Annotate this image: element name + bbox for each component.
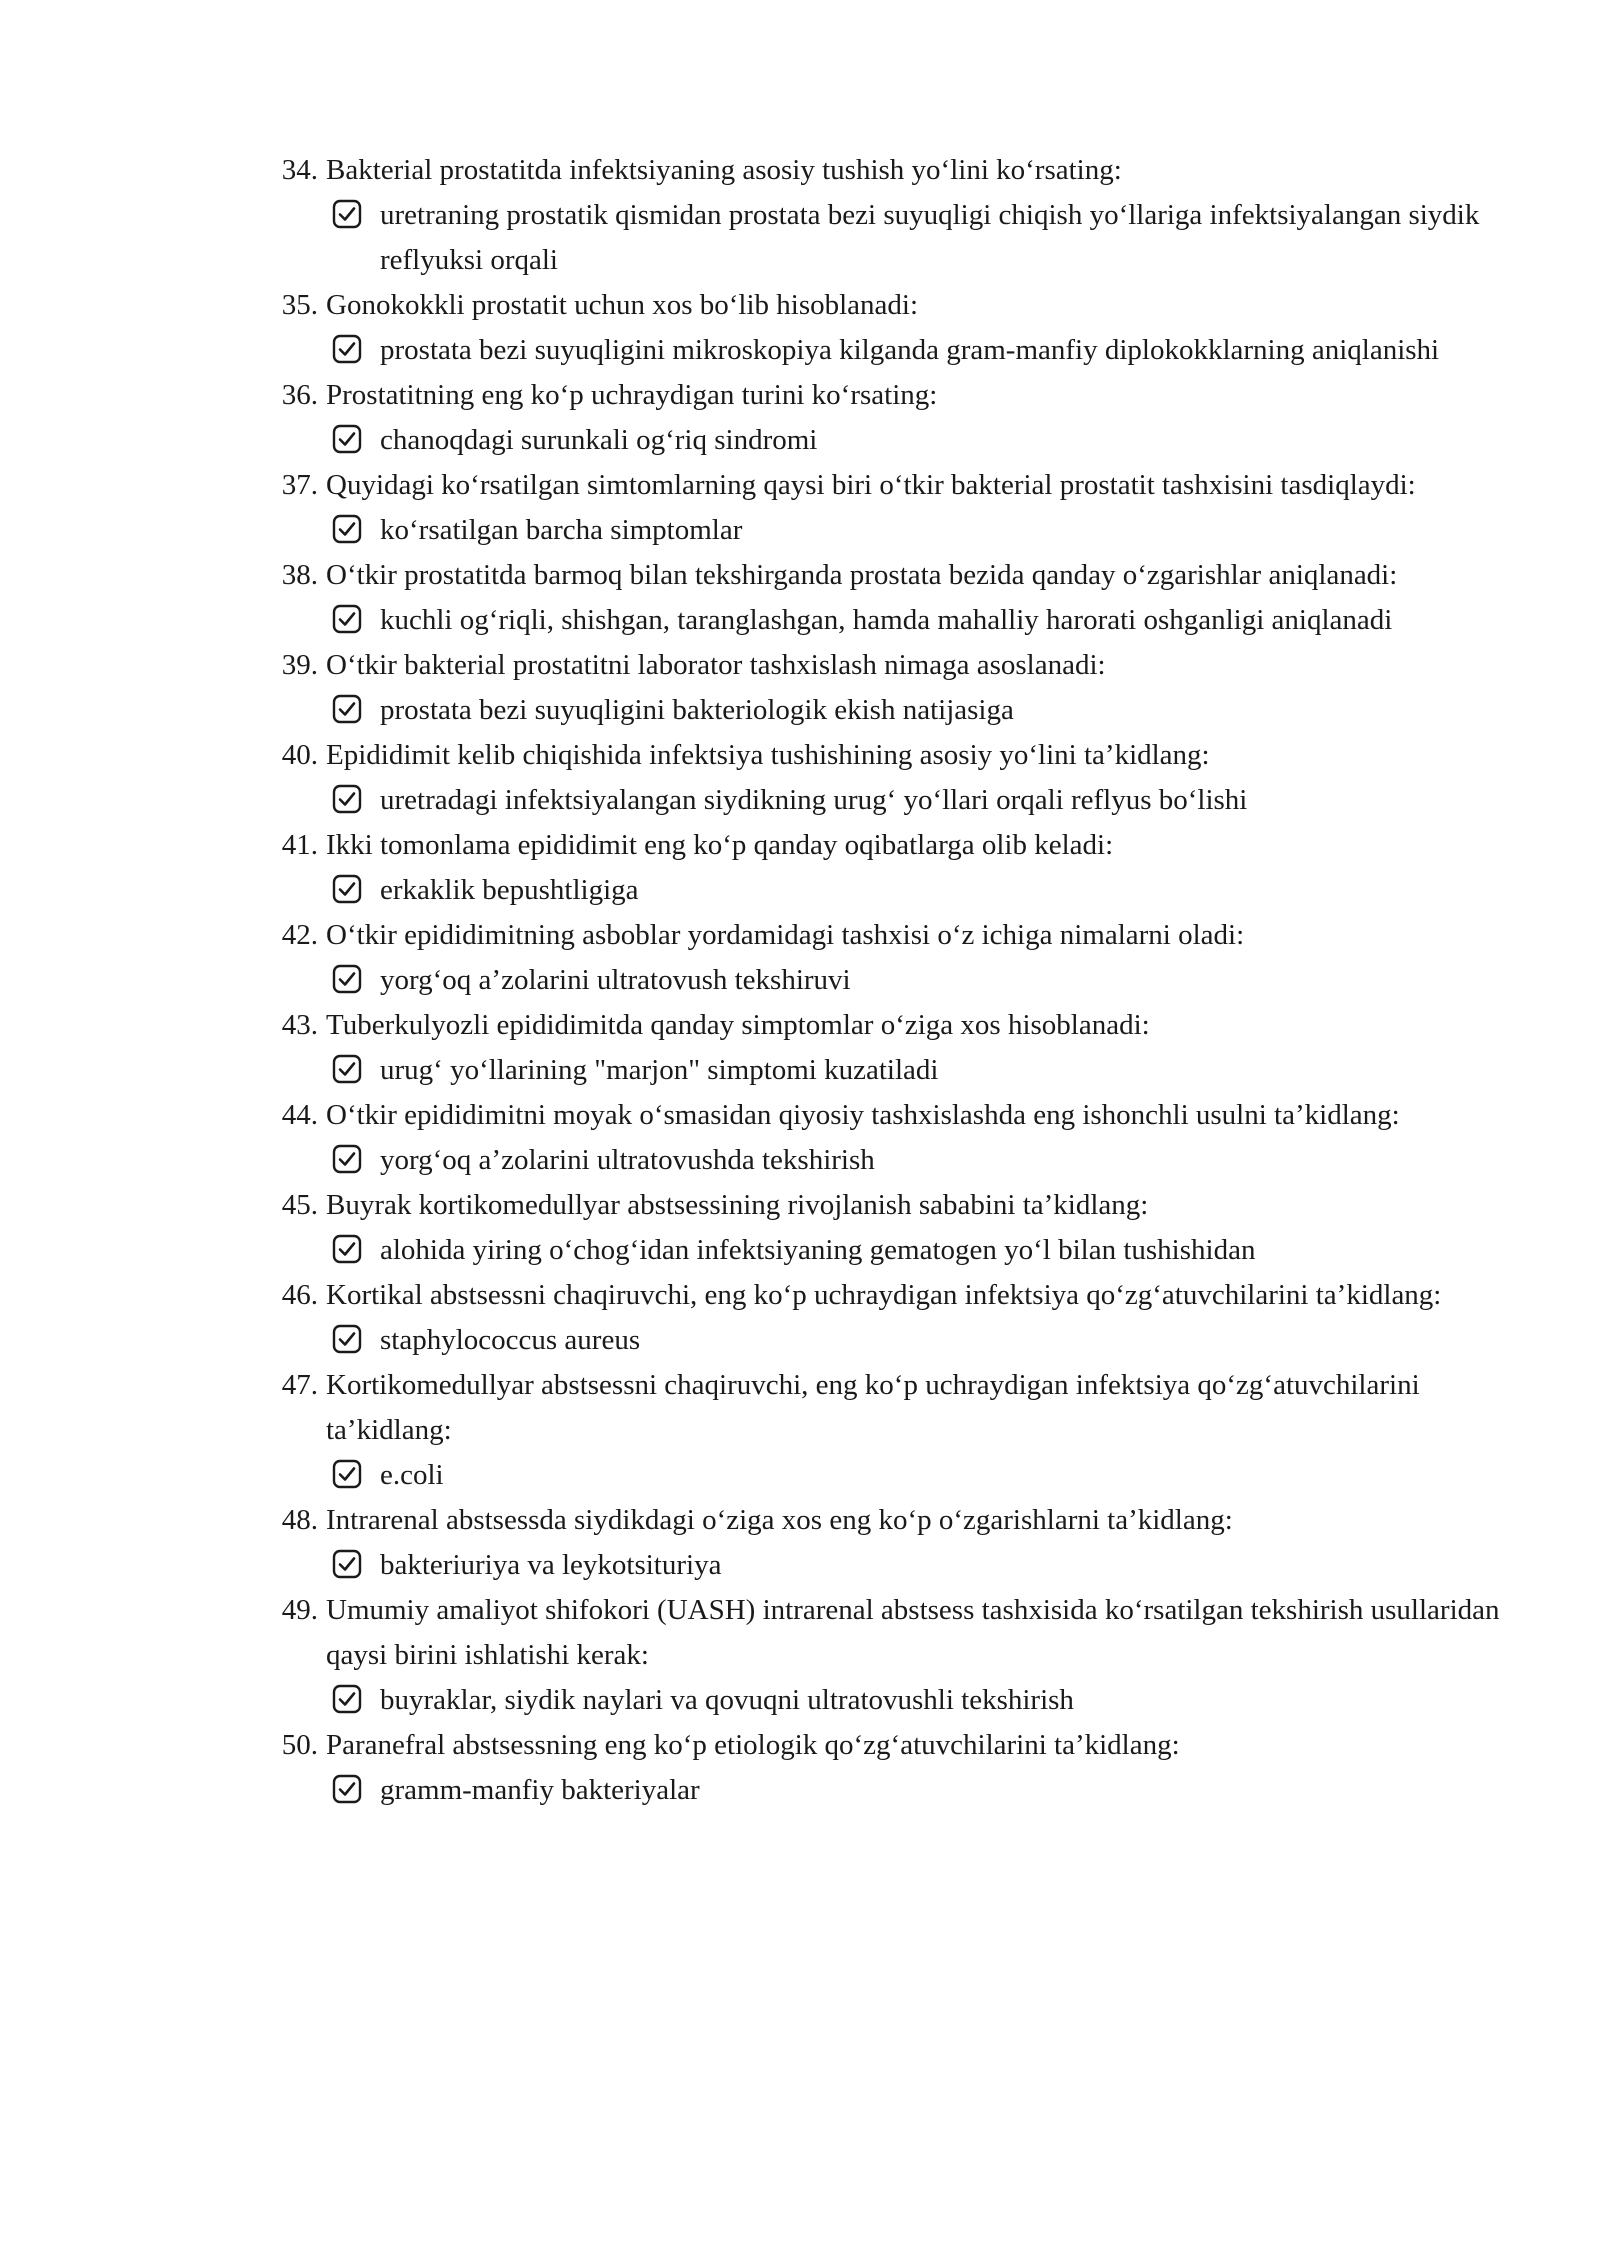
question-number: 50.	[281, 1729, 318, 1761]
question	[270, 733, 1500, 778]
question-item	[270, 463, 1500, 553]
answer	[326, 193, 1500, 283]
question	[270, 1273, 1500, 1318]
question-item	[270, 373, 1500, 463]
question-item	[270, 643, 1500, 733]
answer	[326, 868, 1500, 913]
question-item	[270, 1003, 1500, 1093]
answer-text: yorg‘oq a’zolarini ultratovushda tekshirish	[380, 1144, 875, 1176]
question-item	[270, 823, 1500, 913]
answer-text: alohida yiring o‘chog‘idan infektsiyaning gematogen yo‘l bilan tushishidan	[380, 1234, 1256, 1266]
question-number: 42.	[281, 919, 318, 951]
answer-text: ko‘rsatilgan barcha simptomlar	[380, 514, 743, 546]
answer-text: prostata bezi suyuqligini bakteriologik ekish natijasiga	[380, 694, 1014, 726]
question-number: 38.	[281, 559, 318, 591]
question-number: 49.	[281, 1594, 318, 1626]
checked-box-icon	[332, 1774, 362, 1804]
question-item	[270, 1723, 1500, 1813]
question	[270, 1183, 1500, 1228]
answer	[326, 508, 1500, 553]
question-number: 39.	[281, 649, 318, 681]
question-number: 35.	[281, 289, 318, 321]
question	[270, 553, 1500, 598]
question-number: 45.	[281, 1189, 318, 1221]
question-number: 46.	[281, 1279, 318, 1311]
question-number: 48.	[281, 1504, 318, 1536]
answer-text: gramm-manfiy bakteriyalar	[380, 1774, 700, 1806]
question-item	[270, 733, 1500, 823]
question-item	[270, 1183, 1500, 1273]
question-text: Epididimit kelib chiqishida infektsiya tushishining asosiy yo‘lini ta’kidlang:	[326, 739, 1210, 771]
question-text: O‘tkir bakterial prostatitni laborator tashxislash nimaga asoslanadi:	[326, 649, 1106, 681]
question-item	[270, 1093, 1500, 1183]
answer-text: chanoqdagi surunkali og‘riq sindromi	[380, 424, 818, 456]
answer-text: uretraning prostatik qismidan prostata bezi suyuqligi chiqish yo‘llariga infektsiyalangan siydik reflyuksi orqali	[380, 199, 1480, 276]
answer-text: erkaklik bepushtligiga	[380, 874, 639, 906]
question-item	[270, 148, 1500, 283]
answer-text: yorg‘oq a’zolarini ultratovush tekshiruvi	[380, 964, 851, 996]
question	[270, 1003, 1500, 1048]
question-item	[270, 1363, 1500, 1498]
checked-box-icon	[332, 1054, 362, 1084]
question	[270, 283, 1500, 328]
question	[270, 1363, 1500, 1453]
question-number: 40.	[281, 739, 318, 771]
answer	[326, 1228, 1500, 1273]
checked-box-icon	[332, 514, 362, 544]
question	[270, 148, 1500, 193]
answer	[326, 598, 1500, 643]
question-text: Ikki tomonlama epididimit eng ko‘p qanday oqibatlarga olib keladi:	[326, 829, 1114, 861]
answer-text: urug‘ yo‘llarining "marjon" simptomi kuzatiladi	[380, 1054, 939, 1086]
question	[270, 643, 1500, 688]
question-number: 36.	[281, 379, 318, 411]
checked-box-icon	[332, 1459, 362, 1489]
question-item	[270, 1273, 1500, 1363]
question-list	[270, 148, 1500, 1813]
question-number: 41.	[281, 829, 318, 861]
question	[270, 823, 1500, 868]
question	[270, 1588, 1500, 1678]
question	[270, 913, 1500, 958]
question-number: 37.	[281, 469, 318, 501]
checked-box-icon	[332, 199, 362, 229]
question	[270, 1093, 1500, 1138]
answer	[326, 328, 1500, 373]
question-text: Intrarenal abstsessda siydikdagi o‘ziga xos eng ko‘p o‘zgarishlarni ta’kidlang:	[326, 1504, 1233, 1536]
question-number: 34.	[281, 154, 318, 186]
checked-box-icon	[332, 1234, 362, 1264]
answer-text: bakteriuriya va leykotsituriya	[380, 1549, 722, 1581]
answer	[326, 778, 1500, 823]
question-text: Bakterial prostatitda infektsiyaning asosiy tushish yo‘lini ko‘rsating:	[326, 154, 1122, 186]
question-text: Umumiy amaliyot shifokori (UASH) intrarenal abstsess tashxisida ko‘rsatilgan tekshirish usullaridan qaysi birini ishlatishi kerak:	[326, 1594, 1500, 1671]
answer-text: uretradagi infektsiyalangan siydikning urug‘ yo‘llari orqali reflyus bo‘lishi	[380, 784, 1248, 816]
checked-box-icon	[332, 424, 362, 454]
question-number: 43.	[281, 1009, 318, 1041]
answer	[326, 1138, 1500, 1183]
question-text: Kortikomedullyar abstsessni chaqiruvchi, eng ko‘p uchraydigan infektsiya qo‘zg‘atuvchilarini ta’kidlang:	[326, 1369, 1420, 1446]
question	[270, 1723, 1500, 1768]
checked-box-icon	[332, 1684, 362, 1714]
question-item	[270, 283, 1500, 373]
question-text: Paranefral abstsessning eng ko‘p etiologik qo‘zg‘atuvchilarini ta’kidlang:	[326, 1729, 1180, 1761]
question	[270, 463, 1500, 508]
question-text: Prostatitning eng ko‘p uchraydigan turini ko‘rsating:	[326, 379, 938, 411]
question	[270, 373, 1500, 418]
question-item	[270, 913, 1500, 1003]
checked-box-icon	[332, 1549, 362, 1579]
question-number: 44.	[281, 1099, 318, 1131]
answer	[326, 418, 1500, 463]
question	[270, 1498, 1500, 1543]
answer	[326, 1453, 1500, 1498]
question-text: Tuberkulyozli epididimitda qanday simptomlar o‘ziga xos hisoblanadi:	[326, 1009, 1150, 1041]
question-text: Gonokokkli prostatit uchun xos bo‘lib hisoblanadi:	[326, 289, 919, 321]
checked-box-icon	[332, 694, 362, 724]
checked-box-icon	[332, 1144, 362, 1174]
question-item	[270, 1588, 1500, 1723]
answer	[326, 1768, 1500, 1813]
answer	[326, 688, 1500, 733]
question-text: Buyrak kortikomedullyar abstsessining rivojlanish sababini ta’kidlang:	[326, 1189, 1149, 1221]
question-text: O‘tkir prostatitda barmoq bilan tekshirganda prostata bezida qanday o‘zgarishlar aniqlanadi:	[326, 559, 1398, 591]
answer-text: kuchli og‘riqli, shishgan, taranglashgan, hamda mahalliy harorati oshganligi aniqlanadi	[380, 604, 1393, 636]
checked-box-icon	[332, 964, 362, 994]
question-text: Kortikal abstsessni chaqiruvchi, eng ko‘p uchraydigan infektsiya qo‘zg‘atuvchilarini ta’kidlang:	[326, 1279, 1442, 1311]
answer	[326, 1678, 1500, 1723]
answer-text: e.coli	[380, 1459, 444, 1491]
question-text: Quyidagi ko‘rsatilgan simtomlarning qaysi biri o‘tkir bakterial prostatit tashxisini tasdiqlaydi:	[326, 469, 1416, 501]
answer	[326, 958, 1500, 1003]
question-item	[270, 1498, 1500, 1588]
answer-text: staphylococcus aureus	[380, 1324, 641, 1356]
question-text: O‘tkir epididimitning asboblar yordamidagi tashxisi o‘z ichiga nimalarni oladi:	[326, 919, 1245, 951]
question-item	[270, 553, 1500, 643]
answer-text: prostata bezi suyuqligini mikroskopiya kilganda gram-manfiy diplokokklarning aniqlanishi	[380, 334, 1440, 366]
checked-box-icon	[332, 874, 362, 904]
checked-box-icon	[332, 1324, 362, 1354]
checked-box-icon	[332, 604, 362, 634]
question-text: O‘tkir epididimitni moyak o‘smasidan qiyosiy tashxislashda eng ishonchli usulni ta’kidlang:	[326, 1099, 1400, 1131]
answer-text: buyraklar, siydik naylari va qovuqni ultratovushli tekshirish	[380, 1684, 1074, 1716]
answer	[326, 1543, 1500, 1588]
checked-box-icon	[332, 334, 362, 364]
checked-box-icon	[332, 784, 362, 814]
question-number: 47.	[281, 1369, 318, 1401]
answer	[326, 1318, 1500, 1363]
answer	[326, 1048, 1500, 1093]
